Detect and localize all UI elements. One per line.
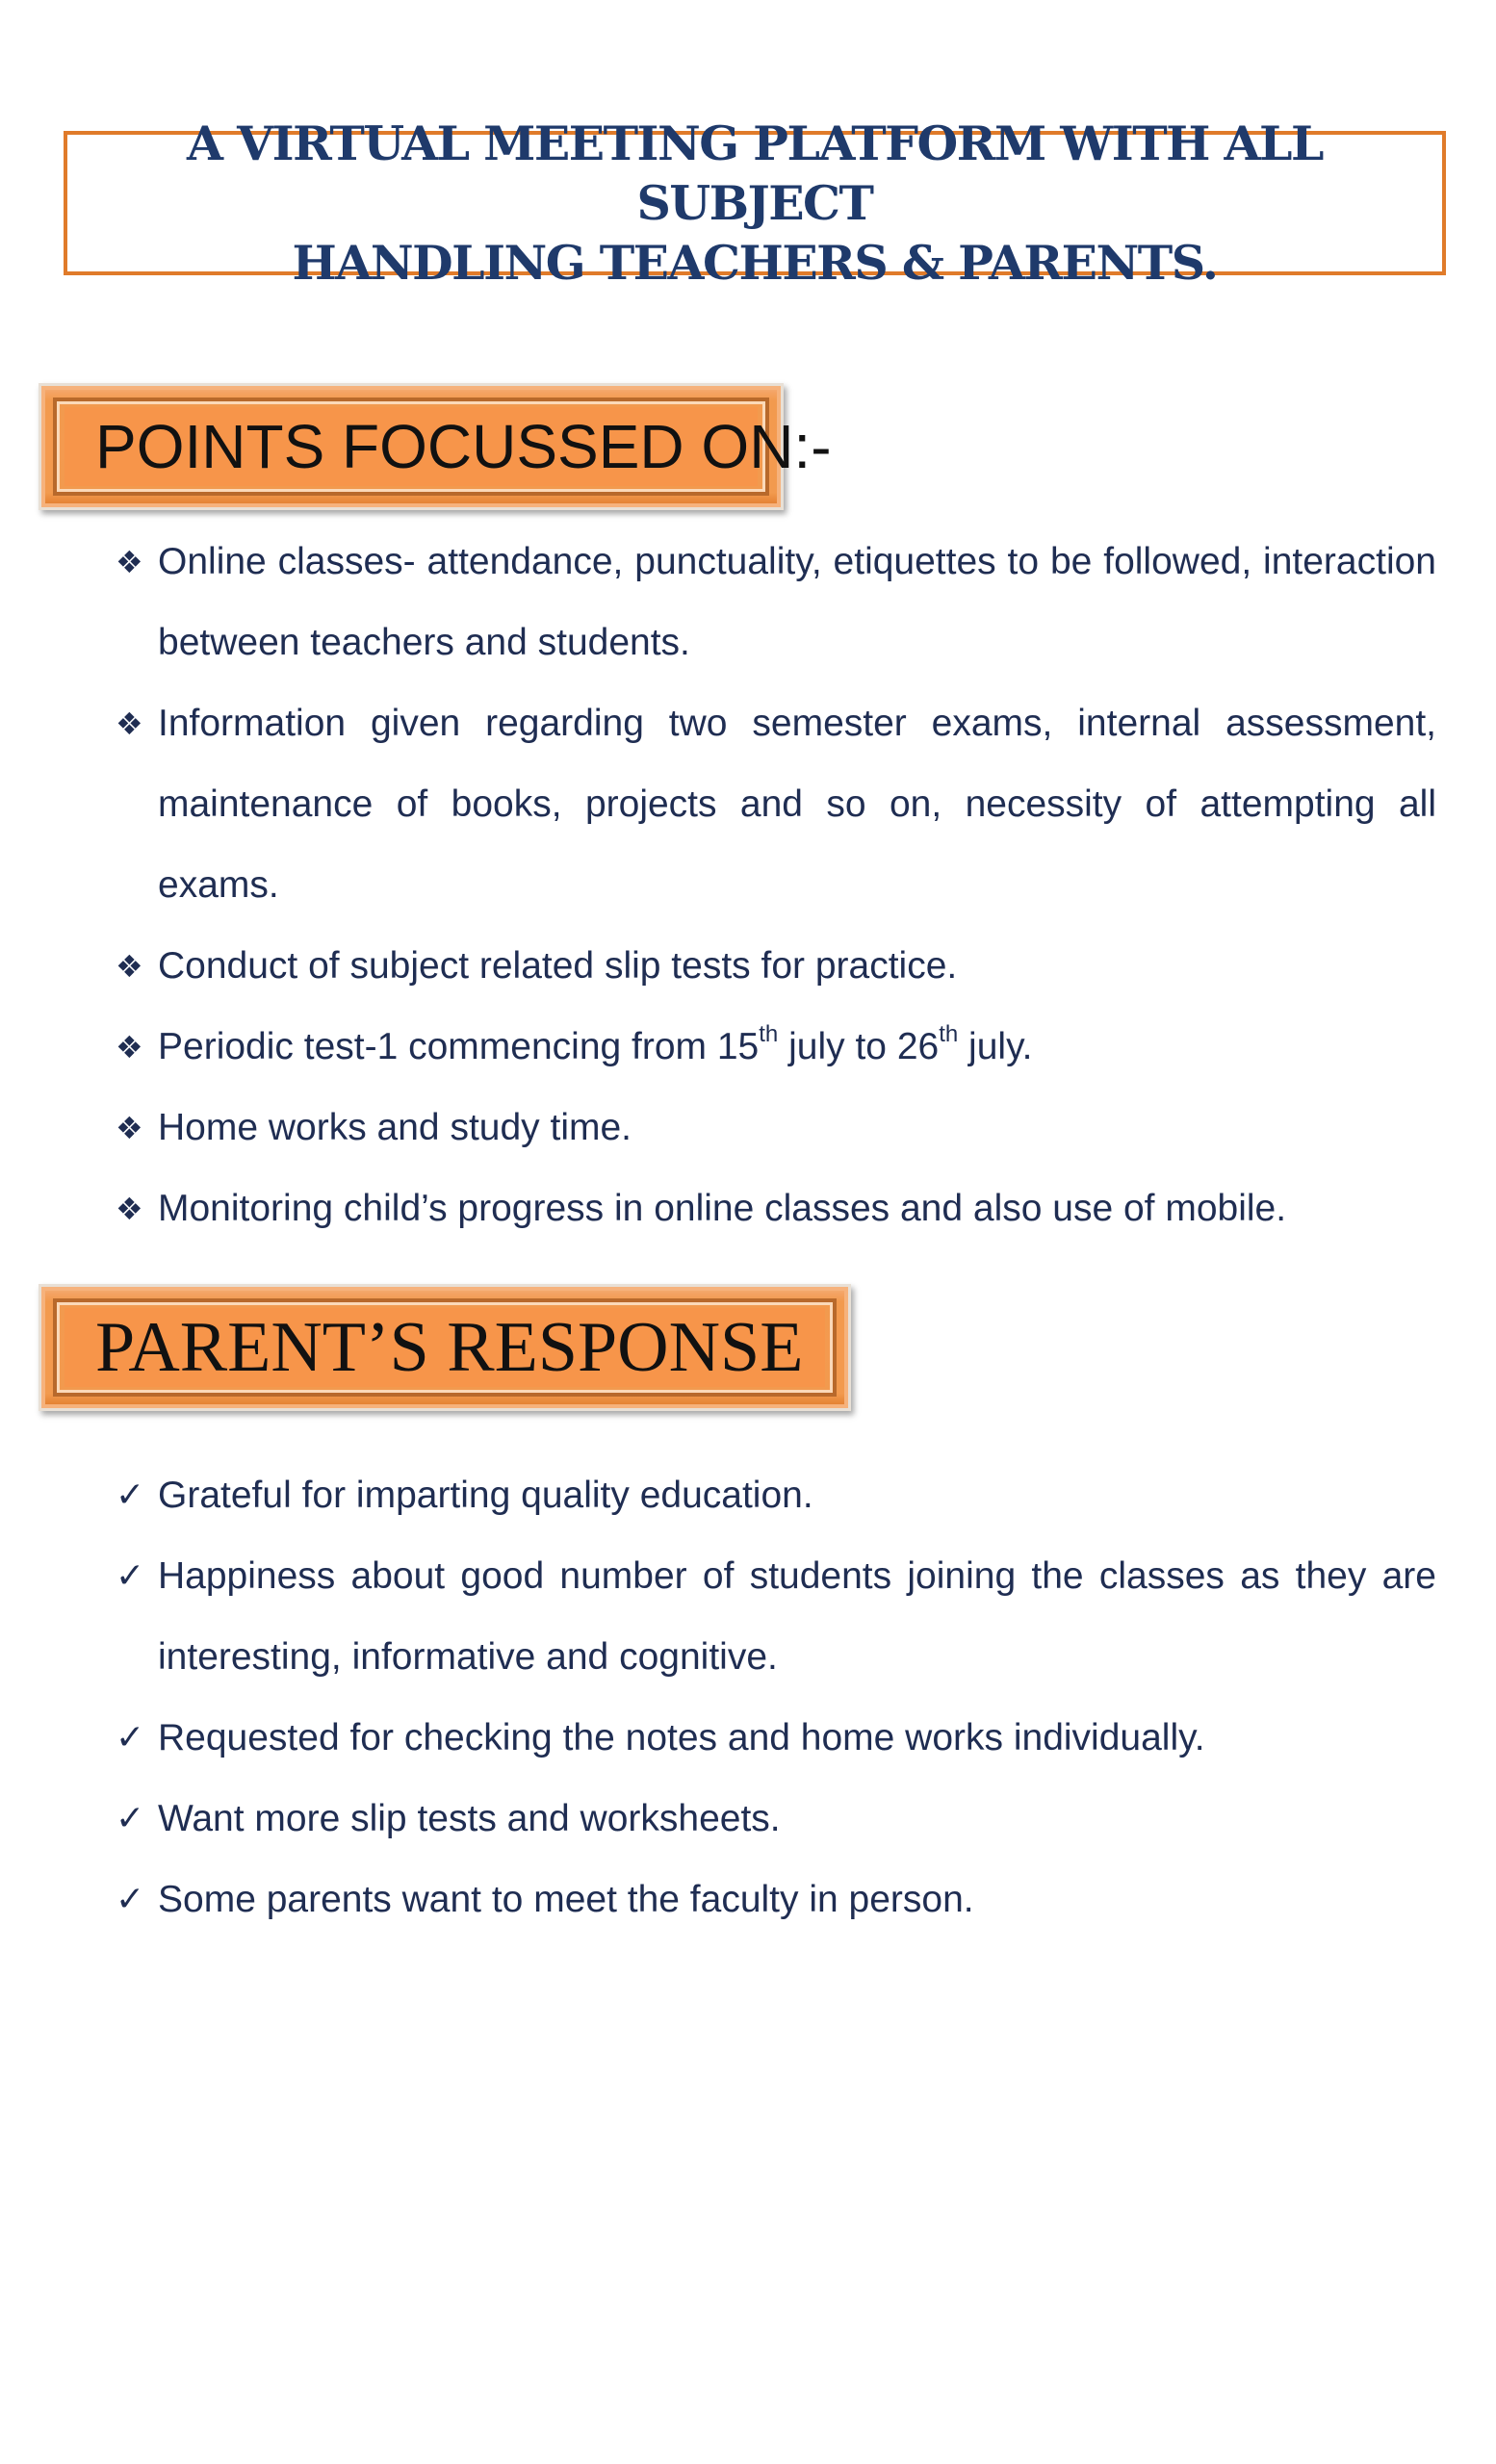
page-title	[67, 114, 1442, 293]
four-diamond-bullet-icon: ❖	[116, 1191, 143, 1227]
list-item: ❖ Information given regarding two semester exams, internal assessment, maintenance of books, projects and so on, necessity of attempting all exams.	[116, 683, 1436, 926]
response-list	[116, 1455, 1436, 1940]
list-item: ✓ Happiness about good number of students joining the classes as they are interesting, informative and cognitive.	[116, 1536, 1436, 1698]
checkmark-icon: ✓	[116, 1880, 145, 1919]
list-item: ✓ Grateful for imparting quality education.	[116, 1455, 1436, 1536]
checkmark-icon: ✓	[116, 1799, 145, 1838]
list-item: ❖ Periodic test-1 commencing from 15th july to 26th july.	[116, 1007, 1436, 1088]
section-heading-response: PARENT’S RESPONSE	[95, 1307, 804, 1387]
list-item: ❖ Conduct of subject related slip tests for practice.	[116, 926, 1436, 1007]
four-diamond-bullet-icon: ❖	[116, 1029, 143, 1065]
section-heading-points: POINTS FOCUSSED ON:-	[95, 412, 832, 481]
points-list	[116, 522, 1436, 1249]
title-box	[64, 116, 1446, 291]
four-diamond-bullet-icon: ❖	[116, 544, 143, 580]
checkmark-icon: ✓	[116, 1556, 145, 1596]
section-heading-response-banner	[39, 1284, 851, 1411]
four-diamond-bullet-icon: ❖	[116, 706, 143, 742]
list-item: ❖ Home works and study time.	[116, 1088, 1436, 1168]
list-item: ✓ Want more slip tests and worksheets.	[116, 1779, 1436, 1860]
page-title-line-2: HANDLING TEACHERS & PARENTS.	[292, 235, 1218, 291]
four-diamond-bullet-icon: ❖	[116, 1110, 143, 1146]
list-item: ❖ Online classes- attendance, punctuality, etiquettes to be followed, interaction between teachers and students.	[116, 522, 1436, 683]
list-item: ❖ Monitoring child’s progress in online classes and also use of mobile.	[116, 1168, 1436, 1249]
checkmark-icon: ✓	[116, 1476, 145, 1515]
page-title-line-1: A VIRTUAL MEETING PLATFORM WITH ALL SUBJECT	[187, 116, 1323, 231]
list-item: ✓ Some parents want to meet the faculty in person.	[116, 1860, 1436, 1940]
section-heading-points-banner	[39, 383, 832, 510]
list-item: ✓ Requested for checking the notes and home works individually.	[116, 1698, 1436, 1779]
checkmark-icon: ✓	[116, 1718, 145, 1758]
four-diamond-bullet-icon: ❖	[116, 948, 143, 985]
